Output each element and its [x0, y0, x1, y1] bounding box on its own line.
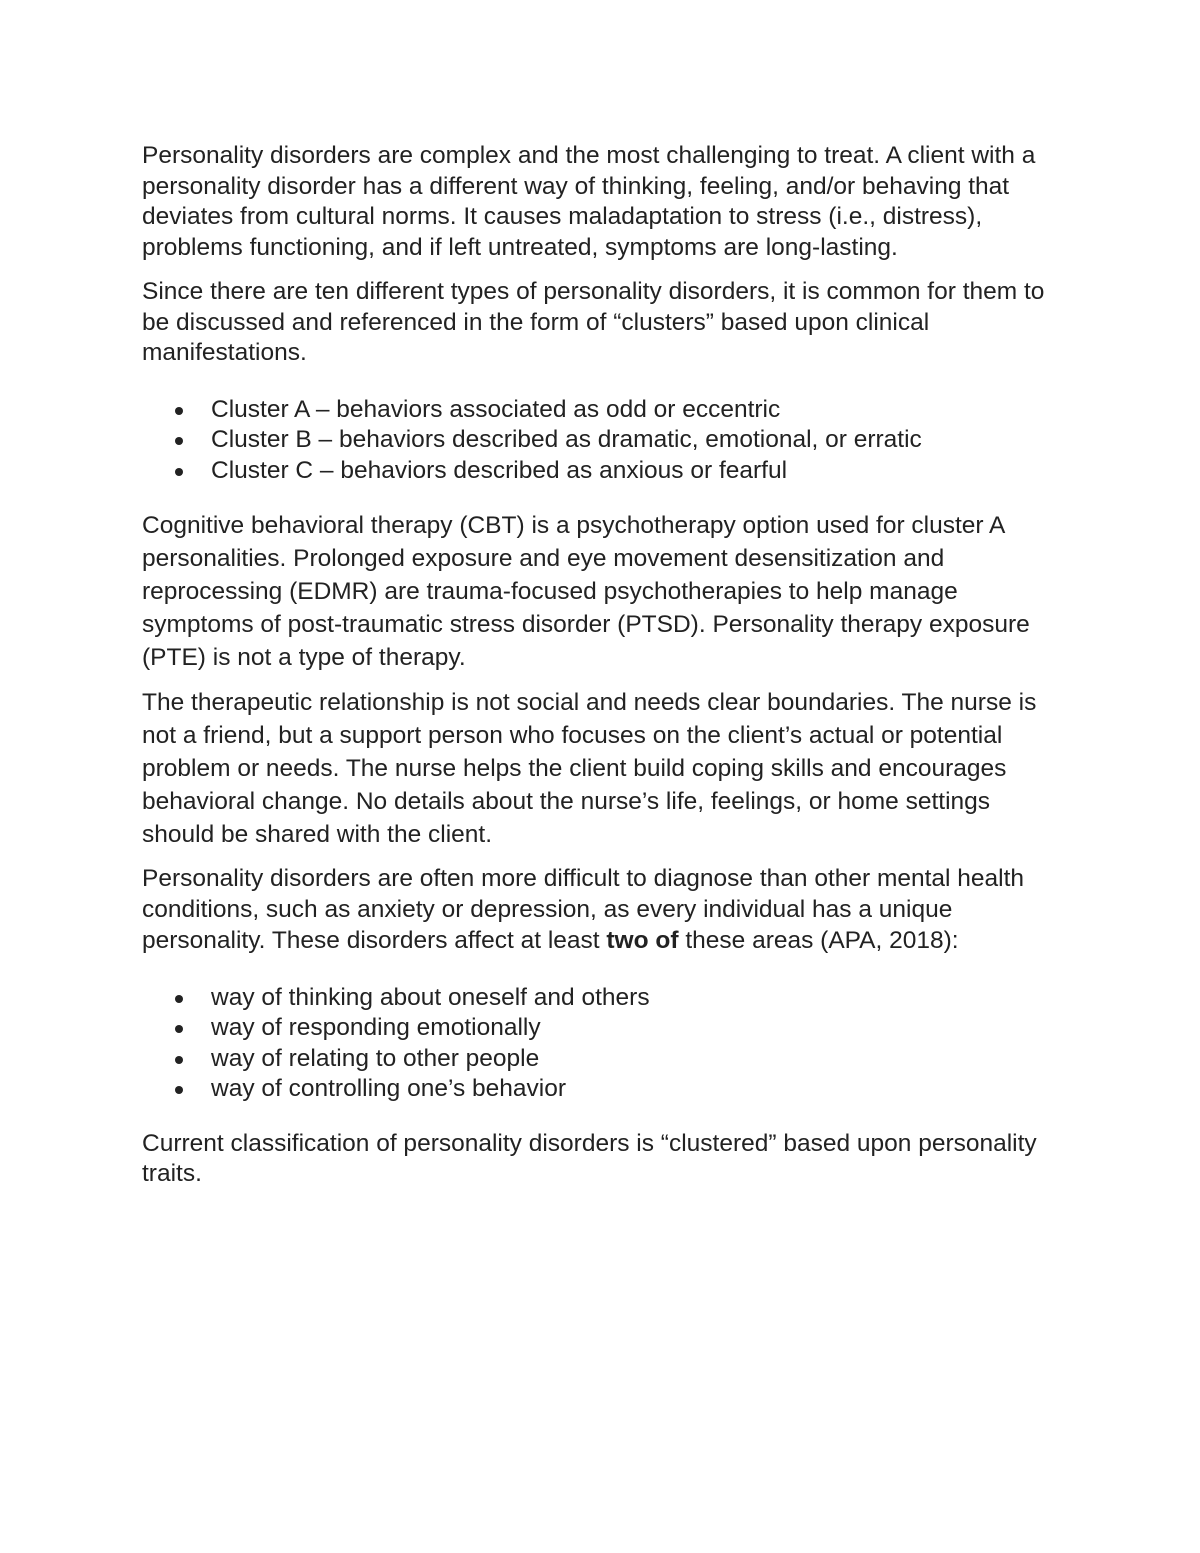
- paragraph-diagnosis-text-end: these areas (APA, 2018):: [678, 926, 959, 954]
- list-item: [142, 1013, 1062, 1044]
- document-page: [142, 141, 1062, 1203]
- bullet-icon: [175, 407, 183, 415]
- list-item-text: way of thinking about oneself and others: [211, 983, 650, 1011]
- paragraph-clusters-intro: Since there are ten different types of personality disorders, it is common for them to be discussed and referenced in the form of “clusters” based upon clinical manifestations.: [142, 277, 1045, 367]
- list-item: [142, 425, 1062, 456]
- list-item-text: Cluster A – behaviors associated as odd or eccentric: [211, 395, 781, 423]
- paragraph-therapeutic-relationship: The therapeutic relationship is not social and needs clear boundaries. The nurse is not a friend, but a support person who focuses on the client’s actual or potential problem or needs. The nurse helps the client build coping skills and encourages behavioral change. No details about the nurse’s life, feelings, or home settings should be shared with the client.: [142, 689, 1037, 848]
- list-item: [142, 456, 1062, 487]
- list-item-text: Cluster C – behaviors described as anxious or fearful: [211, 456, 788, 484]
- bullet-icon: [175, 1086, 183, 1094]
- list-item: [142, 1044, 1062, 1075]
- bullet-icon: [175, 995, 183, 1003]
- paragraph-classification: Current classification of personality disorders is “clustered” based upon personality traits.: [142, 1129, 1037, 1188]
- bullet-icon: [175, 437, 183, 445]
- bullet-icon: [175, 468, 183, 476]
- paragraph-diagnosis-bold: two of: [606, 926, 679, 954]
- list-item: [142, 983, 1062, 1014]
- list-item-text: way of relating to other people: [211, 1044, 540, 1072]
- bullet-icon: [175, 1056, 183, 1064]
- cluster-list: [142, 395, 1062, 487]
- areas-list: [142, 983, 1062, 1105]
- list-item-text: Cluster B – behaviors described as dramatic, emotional, or erratic: [211, 426, 922, 454]
- list-item: [142, 395, 1062, 426]
- paragraph-intro: Personality disorders are complex and the most challenging to treat. A client with a personality disorder has a different way of thinking, feeling, and/or behaving that deviates from cultural norms. It causes maladaptation to stress (i.e., distress), problems functioning, and if left untreated, symptoms are long-lasting.: [142, 142, 1036, 262]
- paragraph-diagnosis-text-start: Personality disorders are often more difficult to diagnose than other mental health conditions, such as anxiety or depression, as every individual has a unique personality. These disorders affect at least: [142, 865, 1025, 954]
- paragraph-therapy: Cognitive behavioral therapy (CBT) is a psychotherapy option used for cluster A personalities. Prolonged exposure and eye movement desensitization and reprocessing (EDMR) are trauma-focused psychotherapies to help manage symptoms of post-traumatic stress disorder (PTSD). Personality therapy exposure (PTE) is not a type of therapy.: [142, 512, 1030, 671]
- paragraph-diagnosis: [142, 864, 1062, 956]
- list-item-text: way of responding emotionally: [211, 1014, 541, 1041]
- list-item-text: way of controlling one’s behavior: [211, 1075, 567, 1102]
- list-item: [142, 1074, 1062, 1105]
- bullet-icon: [175, 1025, 183, 1033]
